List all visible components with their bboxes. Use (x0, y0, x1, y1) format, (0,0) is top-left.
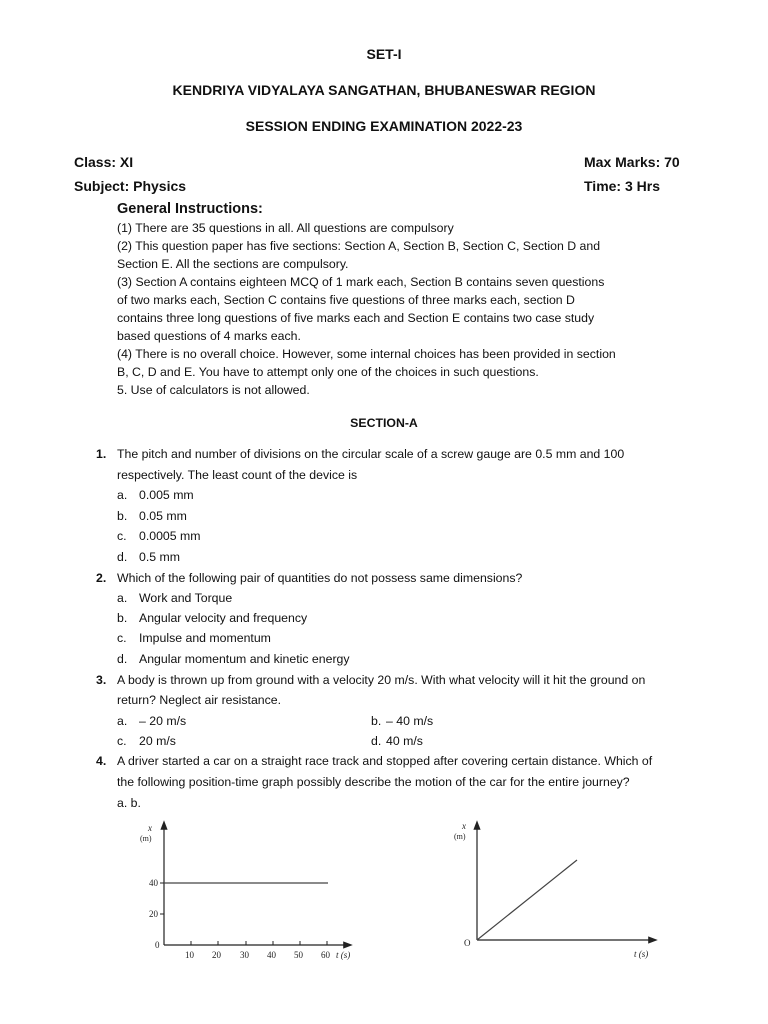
option-text: 0.0005 mm (139, 529, 201, 543)
set-label: SET-I (366, 46, 402, 62)
option-label: d. (371, 734, 382, 748)
option-text: Angular momentum and kinetic energy (139, 652, 350, 666)
option-label: c. (117, 529, 127, 543)
option-text: Impulse and momentum (139, 631, 271, 645)
graph-a-ytick-label: 0 (155, 940, 160, 950)
options-line: a. b. (117, 796, 141, 810)
graph-a-xtick-label: 60 (321, 950, 330, 960)
option-text: Angular velocity and frequency (139, 611, 308, 625)
graph-a-yunit: (m) (140, 834, 152, 843)
instruction-line: contains three long questions of five marks each and Section E contains two case study (117, 311, 595, 325)
question-text: return? Neglect air resistance. (117, 693, 282, 707)
question-number: 3. (96, 673, 107, 687)
option-label: b. (117, 611, 128, 625)
instruction-line: based questions of 4 marks each. (117, 329, 301, 343)
graph-b-ylabel: x (462, 821, 466, 831)
graph-a-ytick-label: 40 (149, 878, 158, 888)
option-text: Work and Torque (139, 591, 233, 605)
question-text: the following position-time graph possibly describe the motion of the car for the entire journey? (117, 775, 630, 789)
graph-b (450, 815, 665, 965)
max-marks-label: Max Marks: 70 (584, 154, 680, 170)
question-text: The pitch and number of divisions on the circular scale of a screw gauge are 0.5 mm and 100 (117, 447, 625, 461)
instructions-title: General Instructions: (117, 201, 263, 217)
question-text: A body is thrown up from ground with a velocity 20 m/s. With what velocity will it hit the ground on (117, 673, 646, 687)
graph-a-xtick-label: 50 (294, 950, 303, 960)
instruction-line: (2) This question paper has five sections: Section A, Section B, Section C, Section D and (117, 239, 601, 253)
graph-a-xlabel: t (s) (336, 950, 351, 960)
graph-b-xlabel: t (s) (634, 949, 649, 959)
option-label: c. (117, 631, 127, 645)
option-text: 0.5 mm (139, 550, 180, 564)
option-label: a. (117, 714, 128, 728)
question-number: 2. (96, 571, 107, 585)
option-label: a. (117, 591, 128, 605)
option-label: b. (371, 714, 382, 728)
option-label: d. (117, 550, 128, 564)
instruction-line: of two marks each, Section C contains five questions of three marks each, section D (117, 293, 575, 307)
instruction-line: (3) Section A contains eighteen MCQ of 1 mark each, Section B contains seven questions (117, 275, 605, 289)
option-text: – 40 m/s (386, 714, 434, 728)
option-text: – 20 m/s (139, 714, 187, 728)
graph-b-origin: O (464, 938, 471, 948)
section-title: SECTION-A (350, 416, 418, 430)
option-text: 0.005 mm (139, 488, 194, 502)
instruction-line: (1) There are 35 questions in all. All questions are compulsory (117, 221, 454, 235)
instruction-line: 5. Use of calculators is not allowed. (117, 383, 310, 397)
question-number: 1. (96, 447, 107, 461)
option-text: 20 m/s (139, 734, 176, 748)
instruction-line: B, C, D and E. You have to attempt only one of the choices in such questions. (117, 365, 539, 379)
time-label: Time: 3 Hrs (584, 178, 660, 194)
graph-a-ylabel: x (148, 823, 152, 833)
graph-a-xtick-label: 30 (240, 950, 249, 960)
question-text: Which of the following pair of quantities do not possess same dimensions? (117, 571, 523, 585)
question-number: 4. (96, 754, 107, 768)
graph-a-ytick-label: 20 (149, 909, 158, 919)
question-text: respectively. The least count of the device is (117, 468, 358, 482)
option-label: c. (117, 734, 127, 748)
option-text: 0.05 mm (139, 509, 187, 523)
question-text: A driver started a car on a straight race track and stopped after covering certain distance. Which of (117, 754, 653, 768)
option-label: d. (117, 652, 128, 666)
exam-title: SESSION ENDING EXAMINATION 2022-23 (245, 118, 523, 134)
graph-a (140, 815, 370, 965)
instruction-line: Section E. All the sections are compulsory. (117, 257, 349, 271)
option-text: 40 m/s (386, 734, 423, 748)
option-label: b. (117, 509, 128, 523)
instruction-line: (4) There is no overall choice. However, some internal choices has been provided in section (117, 347, 616, 361)
graph-a-xtick-label: 40 (267, 950, 276, 960)
subject-label: Subject: Physics (74, 178, 187, 194)
option-label: a. (117, 488, 128, 502)
graph-a-xtick-label: 20 (212, 950, 221, 960)
graph-b-yunit: (m) (454, 832, 466, 841)
graph-a-xtick-label: 10 (185, 950, 194, 960)
class-label: Class: XI (74, 154, 134, 170)
org-title: KENDRIYA VIDYALAYA SANGATHAN, BHUBANESWAR REGION (172, 82, 596, 98)
graph-b-data-line (477, 860, 577, 940)
